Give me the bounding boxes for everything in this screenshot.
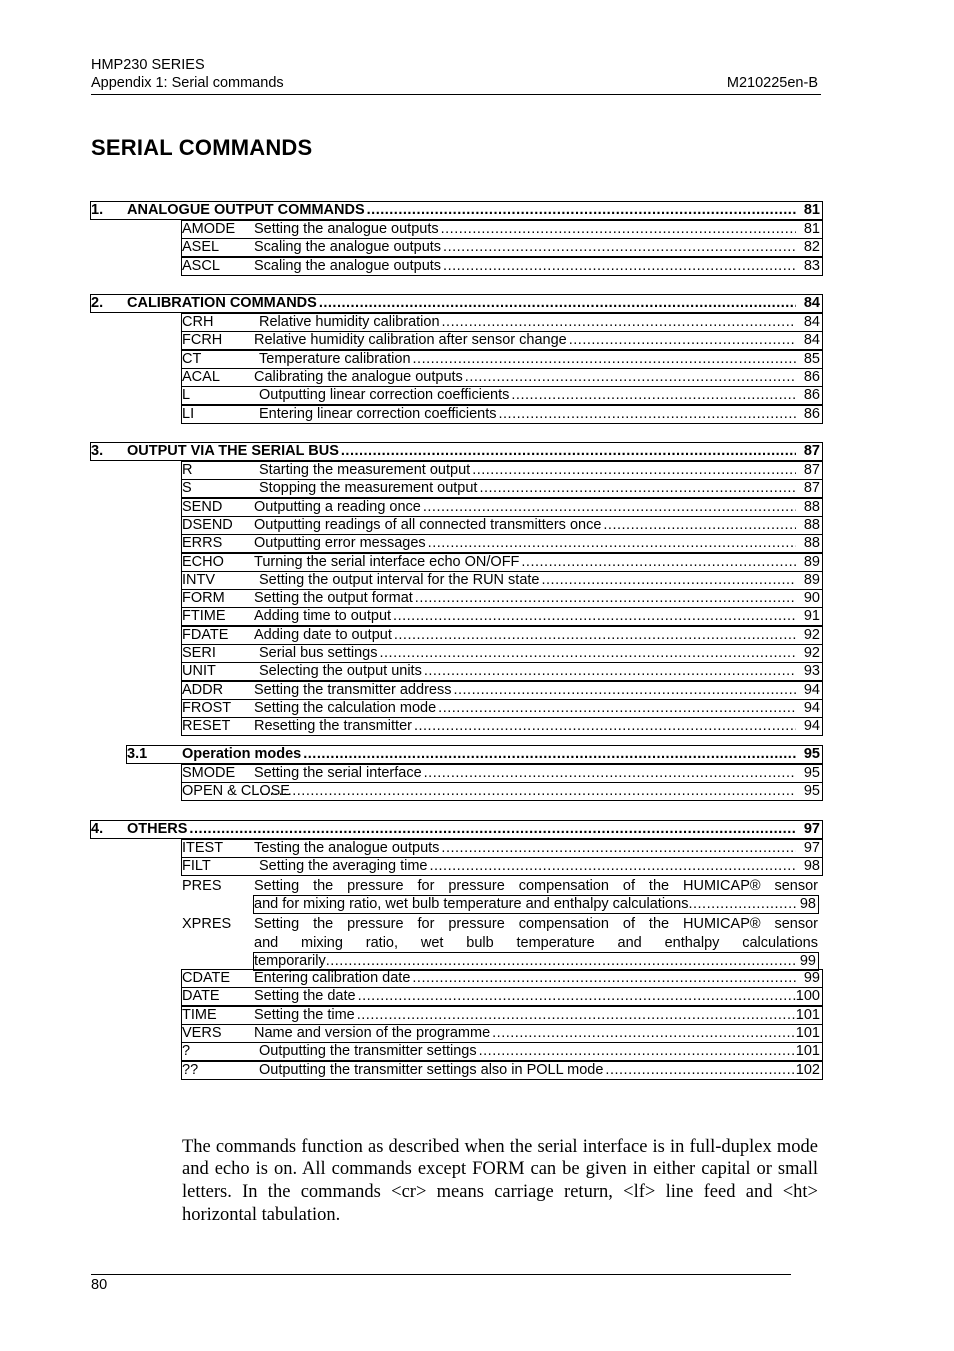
dot-leader bbox=[379, 645, 796, 662]
command-description: Setting the analogue outputs bbox=[254, 221, 439, 237]
page-ref: 101 bbox=[795, 1006, 820, 1023]
section-title: OTHERS bbox=[127, 821, 188, 837]
page-ref: 97 bbox=[803, 840, 820, 856]
toc-leader bbox=[259, 314, 796, 331]
page-ref: 81 bbox=[803, 221, 820, 237]
page-ref: 99 bbox=[803, 970, 820, 986]
toc-item bbox=[182, 1025, 822, 1042]
command-code: L bbox=[182, 387, 191, 404]
section-number: 3.1 bbox=[127, 746, 148, 762]
toc-leader bbox=[127, 202, 796, 219]
toc-item bbox=[182, 369, 822, 386]
command-code: FROST bbox=[182, 699, 232, 716]
command-description: Adding date to output bbox=[254, 626, 392, 643]
command-code: ERRS bbox=[182, 535, 223, 552]
toc-leader bbox=[259, 645, 796, 662]
command-description: Setting the date bbox=[254, 988, 356, 1005]
toc-leader bbox=[259, 387, 796, 404]
toc-item bbox=[182, 783, 822, 800]
toc-leader bbox=[254, 970, 796, 987]
command-description: Setting the calculation mode bbox=[254, 699, 437, 716]
command-description: Setting the transmitter address bbox=[254, 681, 452, 698]
dot-leader bbox=[412, 970, 796, 987]
toc-leader bbox=[127, 443, 796, 460]
page-ref: 84 bbox=[803, 295, 820, 311]
command-code: SERI bbox=[182, 645, 216, 661]
toc-item bbox=[182, 554, 822, 571]
command-description: Adding time to output bbox=[254, 608, 392, 625]
toc-leader bbox=[254, 682, 796, 699]
toc-leader bbox=[254, 783, 796, 800]
page-ref: 82 bbox=[803, 239, 820, 256]
section-number: 2. bbox=[91, 295, 104, 311]
toc-section bbox=[91, 821, 822, 838]
toc-leader bbox=[254, 369, 796, 386]
command-code: ? bbox=[182, 1043, 191, 1060]
toc-leader bbox=[254, 988, 796, 1005]
toc-subsection bbox=[127, 746, 822, 763]
page-ref: 91 bbox=[803, 608, 820, 625]
command-description: Outputting the transmitter settings also in POLL mode bbox=[259, 1061, 604, 1078]
toc-leader bbox=[182, 746, 796, 763]
dot-leader bbox=[472, 462, 796, 479]
toc-leader bbox=[254, 221, 796, 238]
command-code: OPEN & CLOSE bbox=[182, 783, 290, 800]
page-ref: 86 bbox=[803, 387, 820, 404]
section-title: ANALOGUE OUTPUT COMMANDS bbox=[127, 202, 365, 218]
section-title: Operation modes bbox=[182, 746, 302, 762]
command-description: Turning the serial interface echo ON/OFF bbox=[254, 553, 520, 570]
toc-item bbox=[182, 608, 822, 625]
toc-item bbox=[182, 1062, 822, 1079]
toc-leader bbox=[259, 572, 796, 589]
command-code: FTIME bbox=[182, 608, 226, 625]
toc-item bbox=[182, 406, 822, 423]
command-code: SMODE bbox=[182, 765, 236, 781]
dot-leader bbox=[442, 314, 796, 331]
dot-leader bbox=[367, 202, 796, 219]
toc-item bbox=[182, 627, 822, 644]
page-ref: 88 bbox=[803, 516, 820, 533]
page-ref: 90 bbox=[803, 590, 820, 607]
toc-item bbox=[182, 765, 822, 782]
page-ref: 95 bbox=[803, 746, 820, 762]
dot-leader bbox=[319, 295, 796, 312]
intro-paragraph: The commands function as described when the serial interface is in full-duplex mode and echo is on. All commands except FORM can be given in either capital or small letters. In the commands <cr> means carriage return, <lf> line feed and <ht> horizontal tabulation. bbox=[182, 1136, 818, 1225]
toc-leader bbox=[254, 499, 796, 516]
command-code: ADDR bbox=[182, 681, 224, 698]
command-description: Setting the averaging time bbox=[259, 858, 428, 875]
command-code: DSEND bbox=[182, 516, 233, 533]
toc-leader bbox=[259, 462, 796, 479]
dot-leader bbox=[438, 700, 796, 717]
command-code: TIME bbox=[182, 1006, 217, 1023]
toc-leader bbox=[127, 821, 796, 838]
command-description bbox=[254, 877, 818, 913]
command-code: AMODE bbox=[182, 221, 236, 237]
command-code: INTV bbox=[182, 571, 216, 588]
command-description: Outputting the transmitter settings bbox=[259, 1043, 477, 1060]
toc-leader bbox=[254, 590, 796, 607]
command-description: Calibrating the analogue outputs bbox=[254, 368, 463, 385]
command-code: FCRH bbox=[182, 332, 223, 349]
toc-item-multiline bbox=[182, 915, 822, 972]
command-code: LI bbox=[182, 405, 195, 422]
page-ref: 88 bbox=[803, 498, 820, 515]
toc-item bbox=[182, 221, 822, 238]
toc-item bbox=[182, 988, 822, 1005]
command-code: CDATE bbox=[182, 970, 231, 986]
command-code: CT bbox=[182, 350, 202, 367]
dot-leader bbox=[394, 627, 796, 644]
toc-leader bbox=[254, 840, 796, 857]
description-line: and for mixing ratio, wet bulb temperature and enthalpy calculations bbox=[254, 896, 689, 912]
page-ref: 94 bbox=[803, 681, 820, 698]
page-ref: 87 bbox=[803, 443, 820, 459]
page-ref: 93 bbox=[803, 663, 820, 680]
toc-item bbox=[182, 572, 822, 589]
dot-leader bbox=[499, 406, 797, 423]
dot-leader bbox=[414, 718, 796, 735]
dot-leader bbox=[521, 554, 796, 571]
toc-leader bbox=[254, 239, 796, 256]
description-last-line bbox=[254, 953, 818, 970]
toc-item bbox=[182, 462, 822, 479]
dot-leader bbox=[492, 1025, 796, 1042]
toc-leader bbox=[259, 1062, 796, 1079]
description-line: temporarily bbox=[254, 953, 326, 969]
dot-leader bbox=[441, 221, 796, 238]
toc-item bbox=[182, 700, 822, 717]
command-code: ASEL bbox=[182, 239, 220, 256]
page-ref: 89 bbox=[803, 571, 820, 588]
command-code: FILT bbox=[182, 858, 211, 875]
page-ref: 98 bbox=[803, 858, 820, 875]
dot-leader bbox=[189, 821, 796, 838]
dot-leader bbox=[413, 351, 796, 368]
command-code: VERS bbox=[182, 1024, 222, 1041]
dot-leader bbox=[603, 517, 796, 534]
command-code: FDATE bbox=[182, 626, 229, 643]
command-code: PRES bbox=[182, 878, 222, 894]
page-ref: 101 bbox=[795, 1043, 820, 1060]
toc-item bbox=[182, 239, 822, 256]
page-ref: 87 bbox=[803, 480, 820, 497]
toc-item bbox=[182, 718, 822, 735]
dot-leader bbox=[453, 682, 796, 699]
command-description: Outputting readings of all connected transmitters once bbox=[254, 516, 602, 533]
toc-item bbox=[182, 517, 822, 534]
command-code: FORM bbox=[182, 590, 225, 607]
section-number: 4. bbox=[91, 821, 104, 837]
command-description: Outputting a reading once bbox=[254, 498, 421, 515]
command-description: Outputting linear correction coefficients bbox=[259, 387, 510, 404]
command-code: ASCL bbox=[182, 257, 220, 274]
command-code: UNIT bbox=[182, 663, 216, 680]
command-description: Scaling the analogue outputs bbox=[254, 239, 442, 256]
dot-leader bbox=[429, 858, 796, 875]
toc-leader bbox=[254, 700, 796, 717]
dot-leader bbox=[256, 783, 796, 800]
toc-item bbox=[182, 645, 822, 662]
dot-leader bbox=[424, 765, 796, 782]
toc-item bbox=[182, 970, 822, 987]
command-description: Setting the time bbox=[254, 1006, 355, 1023]
command-code: SEND bbox=[182, 498, 223, 515]
page-ref: 89 bbox=[803, 553, 820, 570]
toc-leader bbox=[254, 1007, 796, 1024]
command-description: Temperature calibration bbox=[259, 350, 411, 367]
command-code: S bbox=[182, 480, 192, 497]
dot-leader bbox=[465, 369, 796, 386]
dot-leader bbox=[541, 572, 796, 589]
toc-section bbox=[91, 443, 822, 460]
toc-item bbox=[182, 1007, 822, 1024]
toc-item bbox=[182, 858, 822, 875]
dot-leader bbox=[326, 953, 798, 970]
toc-leader bbox=[259, 480, 796, 497]
command-description: Entering linear correction coefficients bbox=[259, 405, 497, 422]
dot-leader bbox=[443, 239, 796, 256]
dot-leader bbox=[511, 387, 796, 404]
page-ref: 81 bbox=[803, 202, 820, 218]
toc-section bbox=[91, 202, 822, 219]
dot-leader bbox=[479, 480, 796, 497]
toc-leader bbox=[259, 351, 796, 368]
dot-leader bbox=[443, 258, 796, 275]
command-description: Resetting the transmitter bbox=[254, 718, 412, 735]
page-ref: 95 bbox=[803, 783, 820, 800]
command-code: XPRES bbox=[182, 916, 232, 932]
command-code: ECHO bbox=[182, 553, 224, 570]
toc-item bbox=[182, 499, 822, 516]
toc-leader bbox=[259, 406, 796, 423]
command-description: Entering calibration date bbox=[254, 970, 411, 986]
toc-leader bbox=[254, 608, 796, 625]
toc-item bbox=[182, 840, 822, 857]
dot-leader bbox=[357, 1007, 796, 1024]
page-title: SERIAL COMMANDS bbox=[91, 135, 313, 160]
command-code: RESET bbox=[182, 718, 231, 735]
page-ref: 88 bbox=[803, 535, 820, 552]
page-ref: 92 bbox=[803, 626, 820, 643]
command-description: Serial bus settings bbox=[259, 645, 378, 661]
description-line: and mixing ratio, wet bulb temperature and enthalpy calculations bbox=[254, 935, 818, 951]
page-ref: 98 bbox=[799, 896, 816, 912]
footer-rule bbox=[91, 1274, 791, 1275]
page-ref: 101 bbox=[795, 1024, 820, 1041]
toc-item bbox=[182, 332, 822, 349]
command-description: Name and version of the programme bbox=[254, 1024, 491, 1041]
command-code: R bbox=[182, 462, 193, 478]
toc-item bbox=[182, 387, 822, 404]
command-code: DATE bbox=[182, 988, 220, 1005]
section-number: 3. bbox=[91, 443, 104, 459]
page-ref: 84 bbox=[803, 314, 820, 330]
page-ref: 87 bbox=[803, 462, 820, 478]
page-ref: 86 bbox=[803, 405, 820, 422]
toc-item-multiline bbox=[182, 877, 822, 915]
command-description bbox=[254, 915, 818, 970]
toc-item bbox=[182, 535, 822, 552]
toc-leader bbox=[254, 332, 796, 349]
page-ref: 95 bbox=[803, 765, 820, 781]
command-code: ACAL bbox=[182, 368, 220, 385]
command-description: Selecting the output units bbox=[259, 663, 422, 680]
toc-leader bbox=[259, 663, 796, 680]
toc-item bbox=[182, 590, 822, 607]
page-ref: 85 bbox=[803, 350, 820, 367]
page-ref: 92 bbox=[803, 645, 820, 661]
toc-leader bbox=[127, 295, 796, 312]
dot-leader bbox=[688, 896, 797, 913]
command-description: Scaling the analogue outputs bbox=[254, 257, 442, 274]
dot-leader bbox=[605, 1062, 796, 1079]
header-rule bbox=[91, 94, 821, 95]
page-ref: 97 bbox=[803, 821, 820, 837]
command-description: Starting the measurement output bbox=[259, 462, 471, 478]
toc-item bbox=[182, 1043, 822, 1060]
toc-item bbox=[182, 258, 822, 275]
toc-leader bbox=[254, 535, 796, 552]
toc-leader bbox=[254, 517, 796, 534]
page-ref: 86 bbox=[803, 368, 820, 385]
toc-leader bbox=[254, 1025, 796, 1042]
toc-section bbox=[91, 295, 822, 312]
description-line: Setting the pressure for pressure compensation of the HUMICAP® sensor bbox=[254, 916, 818, 932]
dot-leader bbox=[424, 663, 796, 680]
toc-leader bbox=[254, 554, 796, 571]
description-last-line bbox=[254, 896, 818, 913]
section-title: CALIBRATION COMMANDS bbox=[127, 295, 317, 311]
description-line: Setting the pressure for pressure compensation of the HUMICAP® sensor bbox=[254, 878, 818, 894]
command-description: Outputting error messages bbox=[254, 535, 426, 552]
series-name: HMP230 SERIES bbox=[91, 57, 205, 73]
document-code: M210225en-B bbox=[726, 75, 818, 91]
command-code: ?? bbox=[182, 1061, 199, 1078]
dot-leader bbox=[415, 590, 796, 607]
toc-item bbox=[182, 682, 822, 699]
command-description: Relative humidity calibration bbox=[259, 314, 440, 330]
dot-leader bbox=[428, 535, 796, 552]
toc-leader bbox=[254, 258, 796, 275]
page-number: 80 bbox=[91, 1277, 108, 1293]
command-code: CRH bbox=[182, 314, 214, 330]
section-number: 1. bbox=[91, 202, 104, 218]
toc-leader bbox=[259, 1043, 796, 1060]
toc-item bbox=[182, 351, 822, 368]
page-ref: 100 bbox=[795, 988, 820, 1005]
command-description: Setting the output format bbox=[254, 590, 413, 607]
appendix-title: Appendix 1: Serial commands bbox=[91, 75, 284, 91]
command-description: Relative humidity calibration after sensor change bbox=[254, 332, 567, 349]
page-ref: 102 bbox=[795, 1061, 820, 1078]
command-code: ITEST bbox=[182, 840, 224, 856]
dot-leader bbox=[479, 1043, 796, 1060]
toc-item bbox=[182, 663, 822, 680]
toc-item bbox=[182, 314, 822, 331]
toc-leader bbox=[254, 765, 796, 782]
page-ref: 99 bbox=[799, 953, 816, 969]
dot-leader bbox=[423, 499, 796, 516]
toc-leader bbox=[254, 718, 796, 735]
command-description: Stopping the measurement output bbox=[259, 480, 478, 497]
command-description: Testing the analogue outputs bbox=[254, 840, 440, 856]
dot-leader bbox=[341, 443, 796, 460]
page-ref: 83 bbox=[803, 257, 820, 274]
section-title: OUTPUT VIA THE SERIAL BUS bbox=[127, 443, 339, 459]
page-ref: 84 bbox=[803, 332, 820, 349]
command-description: Setting the serial interface bbox=[254, 765, 422, 781]
page-ref: 94 bbox=[803, 718, 820, 735]
page-ref: 94 bbox=[803, 699, 820, 716]
toc-leader bbox=[259, 858, 796, 875]
command-description: Setting the output interval for the RUN state bbox=[259, 571, 540, 588]
toc-leader bbox=[254, 627, 796, 644]
dot-leader bbox=[441, 840, 796, 857]
dot-leader bbox=[303, 746, 796, 763]
dot-leader bbox=[358, 988, 796, 1005]
dot-leader bbox=[569, 332, 796, 349]
toc-item bbox=[182, 480, 822, 497]
dot-leader bbox=[393, 608, 796, 625]
